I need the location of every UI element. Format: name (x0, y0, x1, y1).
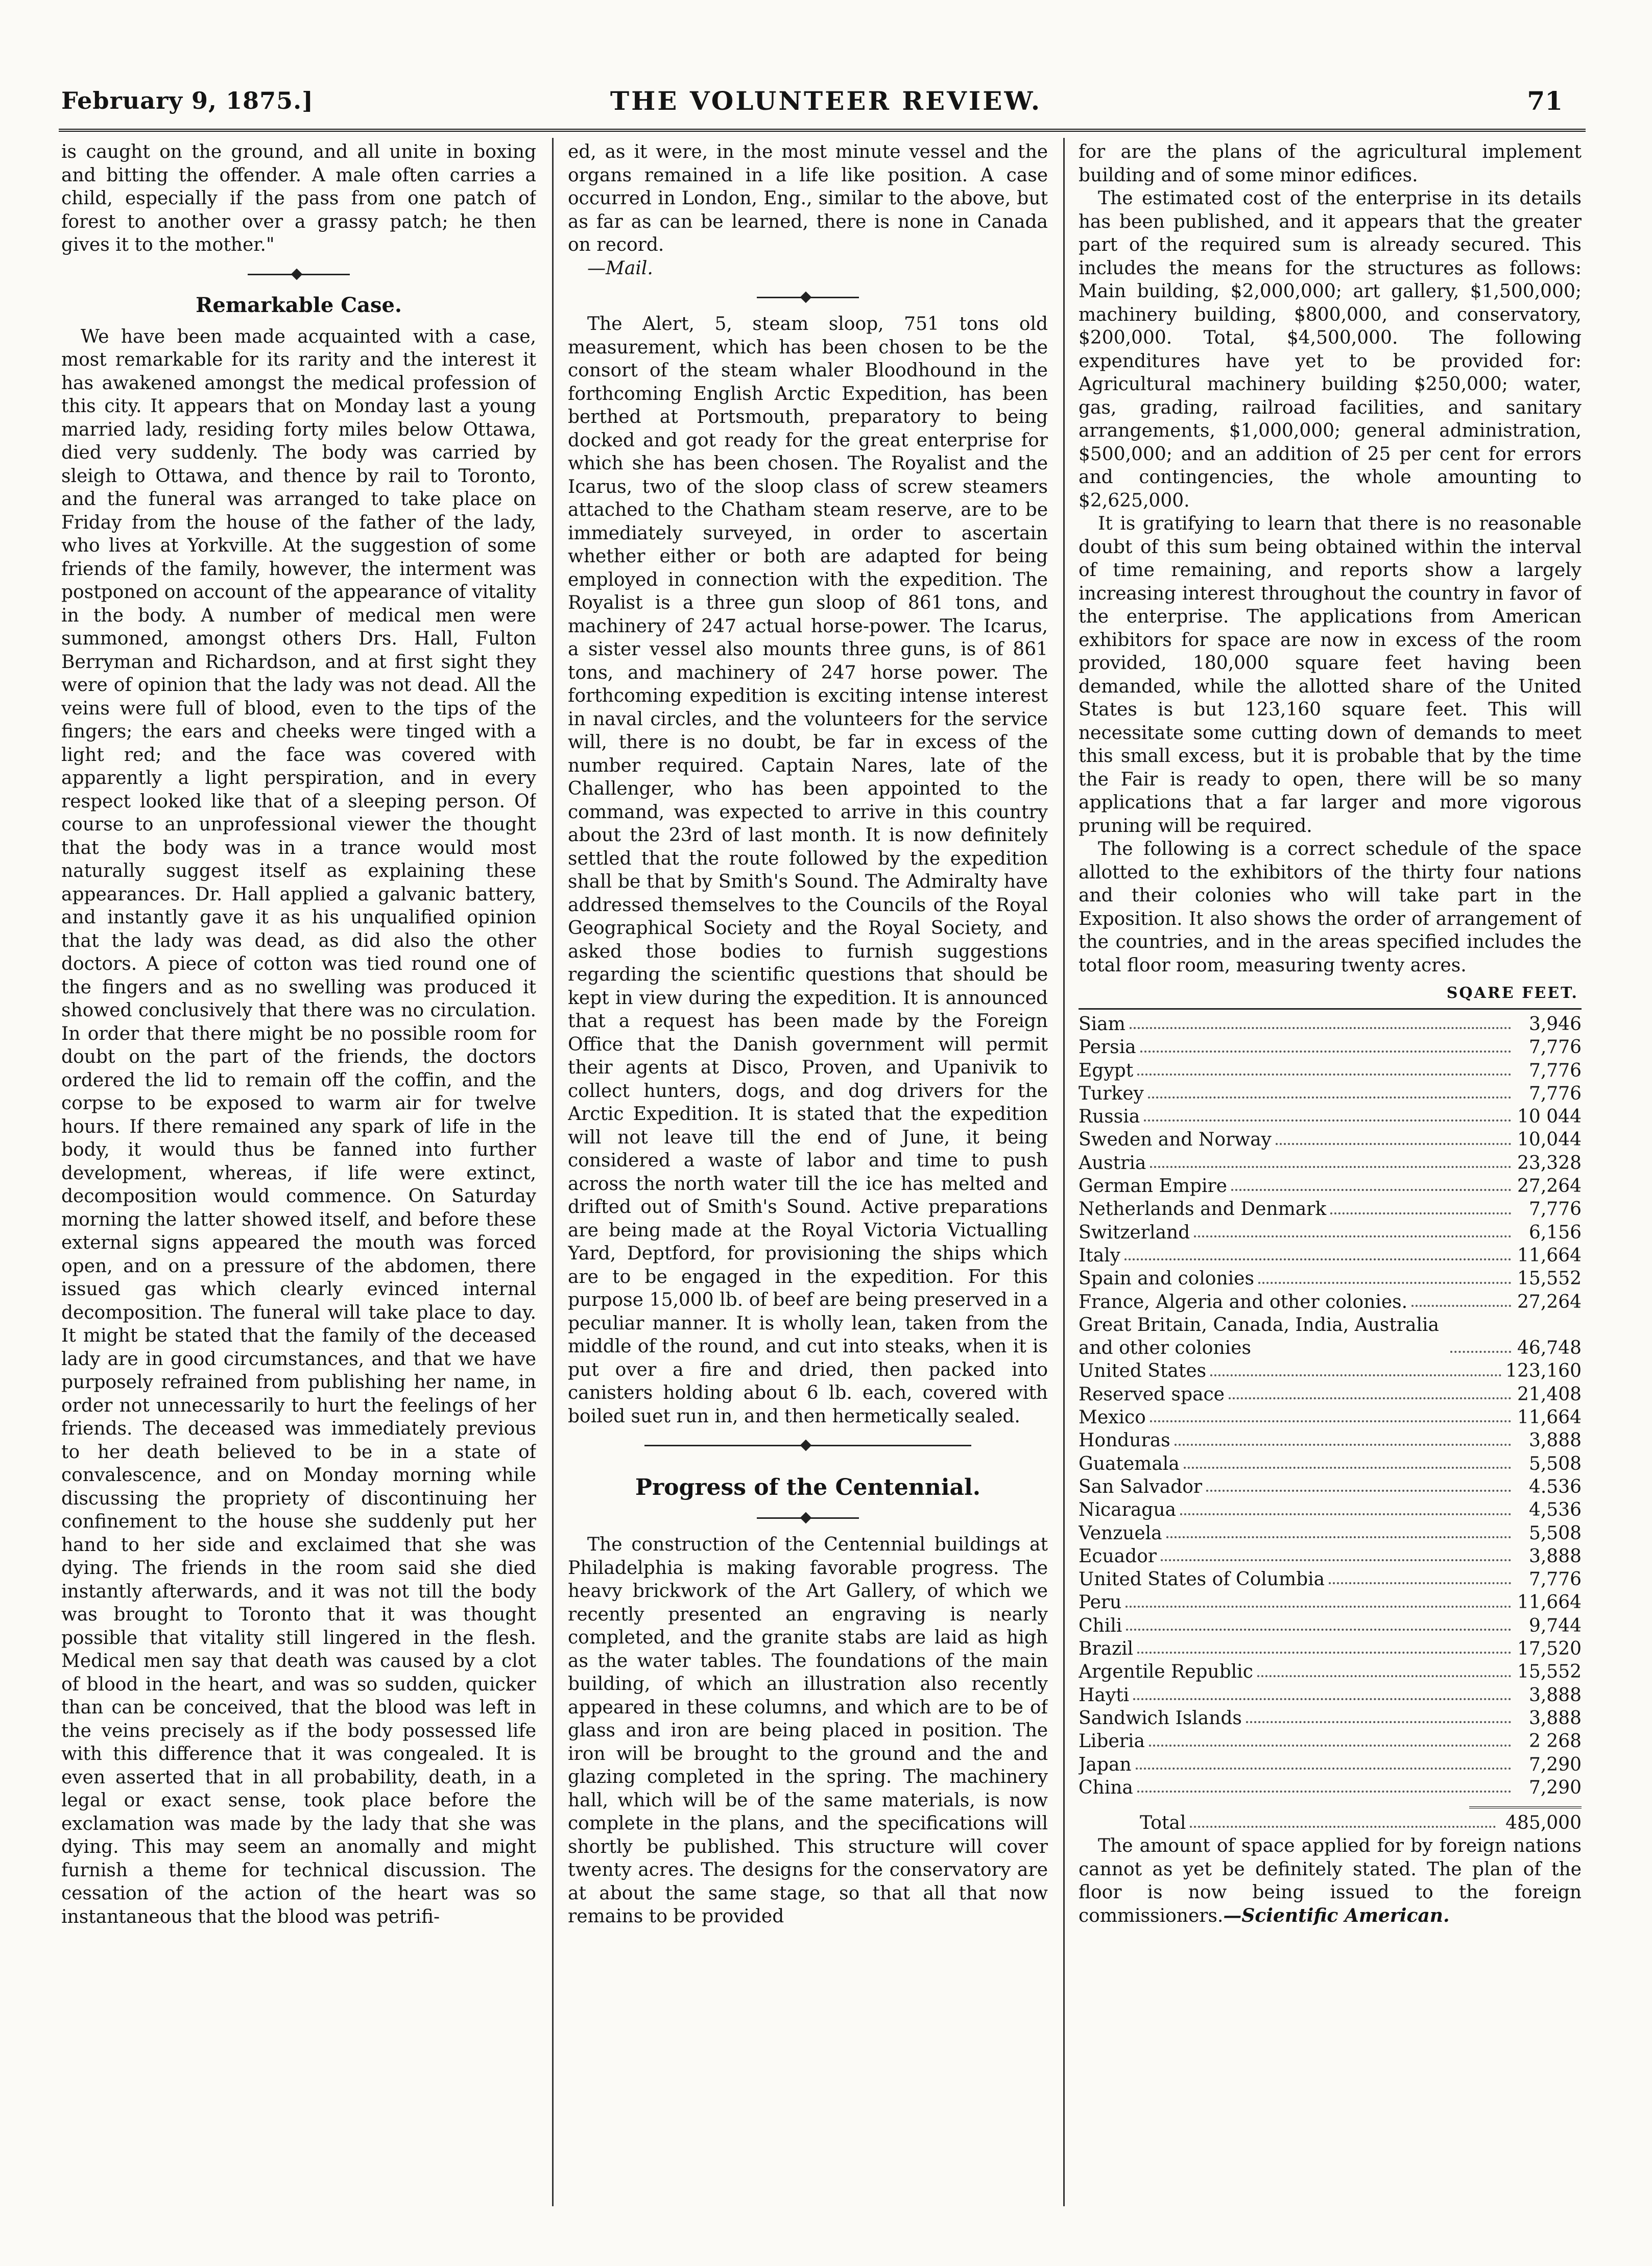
schedule-country: German Empire (1079, 1176, 1227, 1197)
schedule-country: Ecuador (1079, 1545, 1157, 1567)
schedule-area: 123,160 (1505, 1361, 1582, 1382)
schedule-country: Persia (1079, 1037, 1136, 1058)
schedule-row (1079, 1013, 1582, 1036)
article-body-centennial: The construction of the Centennial buildings at Philadelphia is making favorable progress. The heavy brickwork of the Art Gallery, of which we recently presented an engraving is nearly completed, and the granite stabs are laid as high as the water tables. The foundations of the main building, of which an illustration also recently appeared in these columns, and which are to be of glass and iron are being placed in position. The iron will be brought to the ground and the and glazing completed in the spring. The machinery hall, which will be of the same materials, is now complete in the plans, and the specifications will shortly be published. This structure will cover twenty acres. The designs for the conservatory are at about the same stage, so that all that now remains to be provided (568, 1534, 1048, 1927)
dot-leader (1136, 1753, 1511, 1770)
schedule-country: Liberia (1079, 1731, 1145, 1752)
schedule-area: 10,044 (1517, 1129, 1582, 1151)
schedule-area: 7,290 (1528, 1777, 1582, 1798)
schedule-area: 3,888 (1528, 1707, 1582, 1729)
schedule-area: 4.536 (1528, 1476, 1582, 1497)
schedule-row (1079, 1152, 1582, 1175)
dot-leader (1149, 1730, 1511, 1746)
ornamental-divider (757, 1514, 859, 1522)
schedule-area: 4,536 (1528, 1499, 1582, 1521)
schedule-row (1079, 1429, 1582, 1452)
schedule-country: San Salvador (1079, 1476, 1203, 1497)
column-2 (568, 140, 1048, 2193)
schedule-country: Sweden and Norway (1079, 1129, 1272, 1151)
schedule-country: Reserved space (1079, 1384, 1225, 1405)
dot-leader (1184, 1452, 1511, 1469)
schedule-row (1079, 1522, 1582, 1545)
paragraph-applications: It is gratifying to learn that there is no reasonable doubt of this sum being obtained within the interval of time remaining, and reports show a largely increasing interest throughout the country in favor of the enterprise. The applications from American exhibitors for space are now in excess of the room provided, 180,000 square feet having been demanded, while the allotted share of the United States is but 123,160 square feet. This will necessitate some cutting down of demands to meet this small excess, but it is probable that by the time the Fair is ready to open, there will be so many applications that a far larger and more vigorous pruning will be required. (1079, 513, 1582, 837)
article-body-alert-expedition: The Alert, 5, steam sloop, 751 tons old measurement, which has been chosen to be the consort of the steam whaler Bloodhound in the forthcoming English Arctic Expedition, has been berthed at Portsmouth, preparatory to being docked and got ready for the great enterprise for which she has been chosen. The Royalist and the Icarus, two of the sloop class of screw steamers attached to the Chatham steam reserve, are to be immediately surveyed, in order to ascertain whether either or both are adapted for being employed in connection with the expedition. The Royalist is a three gun sloop of 861 tons, and machinery of 247 actual horse-power. The Icarus, a sister vessel also mounts three guns, is of 861 tons, and machinery of 247 horse power. The forthcoming expedition is exciting intense interest in naval circles, and the volunteers for the service will, there is no doubt, be far in excess of the number required. Captain Nares, late of the Challenger, who has been appointed to the command, was expected to arrive in this country about the 23rd of last month. It is now definitely settled that the route followed by the expedition shall be that by Smith's Sound. The Admiralty have addressed themselves to the Councils of the Royal Geographical Society and the Royal Society, and asked those bodies to furnish suggestions regarding the scientific questions that should be kept in view during the expedition. It is announced that a request has been made by the Foreign Office that the Danish government will permit their agents at Disco, Proven, and Upanivik to collect hunters, dogs, and dog drivers for the Arctic Expedition. It is stated that the expedition will not leave till the end of June, it being considered a waste of labor and time to push across the north water till the ice has melted and drifted out of Smith's Sound. Active preparations are being made at the Royal Victoria Victualling Yard, Deptford, for provisioning the ships which are to be engaged in the expedition. For this purpose 15,000 lb. of beef are being preserved in a peculiar manner. It is wholly lean, taken from the middle of the round, and cut into steaks, when it is put over a fire and dried, then packed into canisters holding about 6 lb. each, covered with boiled suet run in, and then hermetically sealed. (568, 314, 1048, 1427)
schedule-country: Mexico (1079, 1407, 1146, 1428)
schedule-area: 7,776 (1528, 1037, 1582, 1058)
total-value: 485,000 (1505, 1812, 1582, 1834)
schedule-area: 46,748 (1517, 1338, 1582, 1359)
schedule-country: Spain and colonies (1079, 1268, 1254, 1290)
total-label: Total (1140, 1812, 1186, 1834)
dot-leader (1144, 1105, 1511, 1122)
dot-leader (1137, 1059, 1511, 1076)
dot-leader (1329, 1568, 1511, 1584)
article-source: —Mail. (587, 257, 653, 279)
article-heading-centennial: Progress of the Centennial. (635, 1474, 981, 1500)
schedule-country: Venzuela (1079, 1522, 1162, 1544)
dot-leader (1190, 1811, 1496, 1828)
dot-leader (1148, 1082, 1511, 1099)
page-header (0, 0, 1652, 128)
ornamental-divider (248, 270, 350, 278)
dot-leader (1175, 1429, 1511, 1445)
schedule-row (1079, 1568, 1582, 1591)
schedule-area: 11,664 (1517, 1245, 1582, 1266)
schedule-row (1079, 1614, 1582, 1637)
schedule-area: 11,664 (1517, 1592, 1582, 1613)
schedule-row (1079, 1383, 1582, 1406)
schedule-area: 27,264 (1517, 1176, 1582, 1197)
schedule-row (1079, 1036, 1582, 1059)
schedule-country: Brazil (1079, 1638, 1134, 1660)
schedule-area: 5,508 (1528, 1453, 1582, 1474)
schedule-total-row (1140, 1811, 1582, 1834)
sum-rule (1469, 1806, 1582, 1808)
schedule-row (1079, 1198, 1582, 1221)
schedule-row (1079, 1753, 1582, 1776)
dot-leader (1246, 1707, 1511, 1723)
schedule-row (1079, 1082, 1582, 1105)
schedule-area: 2 268 (1528, 1731, 1582, 1752)
schedule-area: 3,888 (1528, 1684, 1582, 1706)
schedule-country: Siam (1079, 1014, 1126, 1035)
schedule-country: Great Britain, Canada, India, Australia and other colonies (1079, 1314, 1439, 1359)
dot-leader (1276, 1128, 1511, 1144)
schedule-row (1079, 1637, 1582, 1660)
schedule-area: 5,508 (1528, 1522, 1582, 1544)
dot-leader (1258, 1267, 1511, 1283)
schedule-country: Switzerland (1079, 1222, 1190, 1243)
dot-leader (1161, 1545, 1511, 1561)
schedule-country: Honduras (1079, 1430, 1170, 1451)
schedule-row (1079, 1128, 1582, 1151)
schedule-area: 3,888 (1528, 1545, 1582, 1567)
schedule-country: Hayti (1079, 1684, 1130, 1706)
dot-leader (1257, 1660, 1511, 1677)
ornamental-divider (644, 1441, 971, 1449)
dot-leader (1180, 1498, 1511, 1515)
newspaper-title: THE VOLUNTEER REVIEW. (610, 86, 1042, 116)
column-3 (1079, 140, 1582, 2193)
schedule-row (1079, 1291, 1582, 1314)
schedule-row (1079, 1545, 1582, 1568)
dot-leader (1330, 1198, 1511, 1214)
schedule-country: Russia (1079, 1106, 1140, 1128)
paragraph-schedule-intro: The following is a correct schedule of the space allotted to the exhibitors of the thirty four nations and their colonies who will take part in the Exposition. It also shows the order of arrangement of the countries, and in the areas specified includes the total floor room, measuring twenty acres. (1079, 839, 1582, 976)
dot-leader (1229, 1383, 1511, 1399)
dot-leader (1166, 1522, 1511, 1538)
schedule-row (1079, 1267, 1582, 1290)
dot-leader (1133, 1684, 1511, 1700)
dot-leader (1231, 1175, 1511, 1191)
ornamental-divider (757, 293, 859, 301)
article-heading-remarkable-case: Remarkable Case. (196, 293, 402, 317)
schedule-country: Guatemala (1079, 1453, 1180, 1474)
schedule-area: 27,264 (1517, 1291, 1582, 1313)
schedule-area: 17,520 (1517, 1638, 1582, 1660)
dot-leader (1194, 1221, 1511, 1237)
schedule-country: Japan (1079, 1754, 1132, 1775)
schedule-row (1079, 1314, 1582, 1360)
dot-leader (1150, 1152, 1511, 1168)
article-continuation: ed, as it were, in the most minute vessel and the organs remained in a life like position. A case occurred in London, Eng., similar to the above, but as far as can be learned, there is none in Canada on record. (568, 141, 1048, 255)
schedule-column-header: SQARE FEET. (1446, 984, 1578, 1002)
schedule-area: 10 044 (1517, 1106, 1582, 1128)
schedule-row (1079, 1776, 1582, 1799)
schedule-row (1079, 1707, 1582, 1730)
schedule-area: 3,946 (1528, 1014, 1582, 1035)
schedule-row (1079, 1359, 1582, 1382)
dot-leader (1150, 1406, 1511, 1422)
dot-leader (1210, 1359, 1501, 1376)
schedule-row (1079, 1660, 1582, 1683)
issue-date: February 9, 1875.] (61, 87, 314, 114)
schedule-area: 6,156 (1528, 1222, 1582, 1243)
schedule-country: Argentile Republic (1079, 1661, 1253, 1683)
article-continuation: is caught on the ground, and all unite in boxing and bitting the offender. A male often carries a child, especially if the pass from one patch of forest to another over a grassy patch; he then gives it to the mother." (61, 141, 536, 255)
schedule-area: 11,664 (1517, 1407, 1582, 1428)
dot-leader (1137, 1776, 1511, 1793)
article-body-remarkable-case: We have been made acquainted with a case, most remarkable for its rarity and the interest it has awakened amongst the medical profession of this city. It appears that on Monday last a young married lady, residing forty miles below Ottawa, died very suddenly. The body was carried by sleigh to Ottawa, and thence by rail to Toronto, and the funeral was arranged to take place on Friday from the house of the father of the lady, who lives at Yorkville. At the suggestion of some friends of the family, however, the interment was postponed on account of the appearance of vitality in the body. A number of medical men were summoned, amongst others Drs. Hall, Fulton Berryman and Richardson, and at first sight they were of opinion that the lady was not dead. All the veins were full of blood, even to the tips of the fingers; the ears and cheeks were tinged with a light red; and the face was covered with apparently a light perspiration, and in every respect looked like that of a sleeping person. Of course to an unprofessional viewer the thought that the body was in a trance would most naturally suggest itself as explaining these appearances. Dr. Hall applied a galvanic battery, and instantly gave it as his unqualified opinion that the lady was dead, as did also the other doctors. A piece of cotton was tied round one of the fingers and as no swelling was produced it showed conclusively that there was no circulation. In order that there might be no possible room for doubt on the part of the friends, the doctors ordered the lid to remain off the coffin, and the corpse to be exposed to warm air for twelve hours. If there remained any spark of life in the body, it would thus be fanned into further development, whereas, if life were extinct, decomposition would commence. On Saturday morning the latter showed itself, and before these external signs appeared the mouth was forced open, and on a pressure of the abdomen, there issued gas which clearly evinced internal decomposition. The funeral will take place to day. It might be stated that the family of the deceased lady are in good circumstances, and that we have purposely refrained from publishing her name, in order not unnecessarily to hurt the feelings of her friends. The deceased was immediately previous to her death believed to be in a state of convalescence, and on Monday morning while discussing the propriety of discontinuing her confinement to the house she suddenly put her hand to her side and exclaimed that she was dying. The friends in the room said she died instantly afterwards, and it was not till the body was brought to Toronto that it was thought possible that vitality still lingered in the flesh. Medical men say that death was caused by a clot of blood in the heart, and was so sudden, quicker than can be conceived, that the blood was left in the veins precisely as if the body possessed life with this difference that it was congealed. It is even asserted that in all probability, death, in a legal or exact sense, took place before the exclamation was made by the lady that she was dying. This may seem an anomally and might furnish a theme for technical discussion. The cessation of the action of the heart was so instantaneous that the blood was petrifi- (61, 326, 536, 1927)
schedule-row (1079, 1059, 1582, 1082)
dot-leader (1124, 1244, 1511, 1260)
page-number: 71 (1527, 86, 1563, 116)
schedule-area: 7,776 (1528, 1569, 1582, 1590)
schedule-row (1079, 1684, 1582, 1707)
schedule-area: 7,290 (1528, 1754, 1582, 1775)
dot-leader (1130, 1013, 1511, 1029)
schedule-country: Italy (1079, 1245, 1121, 1266)
column-1 (61, 140, 536, 2193)
schedule-country: France, Algeria and other colonies. (1079, 1291, 1408, 1313)
dot-leader (1137, 1637, 1511, 1654)
schedule-country: Turkey (1079, 1083, 1144, 1104)
schedule-row (1079, 1730, 1582, 1753)
dot-leader (1206, 1475, 1511, 1492)
schedule-country: Egypt (1079, 1060, 1134, 1081)
schedule-country: China (1079, 1777, 1133, 1798)
dot-leader (1126, 1614, 1511, 1631)
schedule-row (1079, 1406, 1582, 1429)
dot-leader (1411, 1291, 1511, 1307)
schedule-country: Austria (1079, 1152, 1146, 1174)
schedule-country: Sandwich Islands (1079, 1707, 1242, 1729)
schedule-area: 7,776 (1528, 1060, 1582, 1081)
schedule-row (1079, 1498, 1582, 1521)
paragraph-foreign-space: The amount of space applied for by foreign nations cannot as yet be definitely stated. The plan of the floor is now being issued to the foreign commissioners.—Scientific American. (1079, 1835, 1582, 1926)
schedule-country: Chili (1079, 1615, 1122, 1636)
schedule-row (1079, 1221, 1582, 1244)
schedule-country: United States of Columbia (1079, 1569, 1325, 1590)
schedule-area: 3,888 (1528, 1430, 1582, 1451)
schedule-area: 21,408 (1517, 1384, 1582, 1405)
column-divider (1063, 138, 1065, 2206)
header-rule (59, 129, 1586, 132)
space-schedule-table (1079, 1008, 1582, 1799)
schedule-area: 7,776 (1528, 1199, 1582, 1220)
schedule-area: 7,776 (1528, 1083, 1582, 1104)
schedule-country: Netherlands and Denmark (1079, 1199, 1327, 1220)
article-continuation: for are the plans of the agricultural implement building and of some minor edifices. (1079, 141, 1582, 186)
schedule-row (1079, 1452, 1582, 1475)
schedule-row (1079, 1591, 1582, 1614)
schedule-area: 9,744 (1528, 1615, 1582, 1636)
dot-leader (1126, 1591, 1511, 1607)
dot-leader (1140, 1036, 1511, 1052)
schedule-area: 15,552 (1517, 1268, 1582, 1290)
schedule-row (1079, 1244, 1582, 1267)
schedule-row (1079, 1105, 1582, 1128)
schedule-country: Peru (1079, 1592, 1122, 1613)
schedule-country: Nicaragua (1079, 1499, 1177, 1521)
paragraph-estimated-cost: The estimated cost of the enterprise in its details has been published, and it appears that the greater part of the required sum is already secured. This includes the means for the structures as follows: Main building, $2,000,000; art gallery, $1,500,000; machinery building, $800,000, and conservatory, $200,000. Total, $4,500,000. The following expenditures have yet to be provided for: Agricultural machinery building $250,000; water, gas, grading, railroad facilities, and sanitary arrangements, $1,000,000; general administration, $500,000; and an addition of 25 per cent for errors and contingencies, the whole amounting to $2,625,000. (1079, 188, 1582, 511)
schedule-row (1079, 1175, 1582, 1198)
schedule-area: 15,552 (1517, 1661, 1582, 1683)
dot-leader (1450, 1351, 1511, 1353)
column-divider (552, 138, 554, 2206)
schedule-area: 23,328 (1517, 1152, 1582, 1174)
schedule-country: United States (1079, 1361, 1207, 1382)
schedule-row (1079, 1475, 1582, 1498)
